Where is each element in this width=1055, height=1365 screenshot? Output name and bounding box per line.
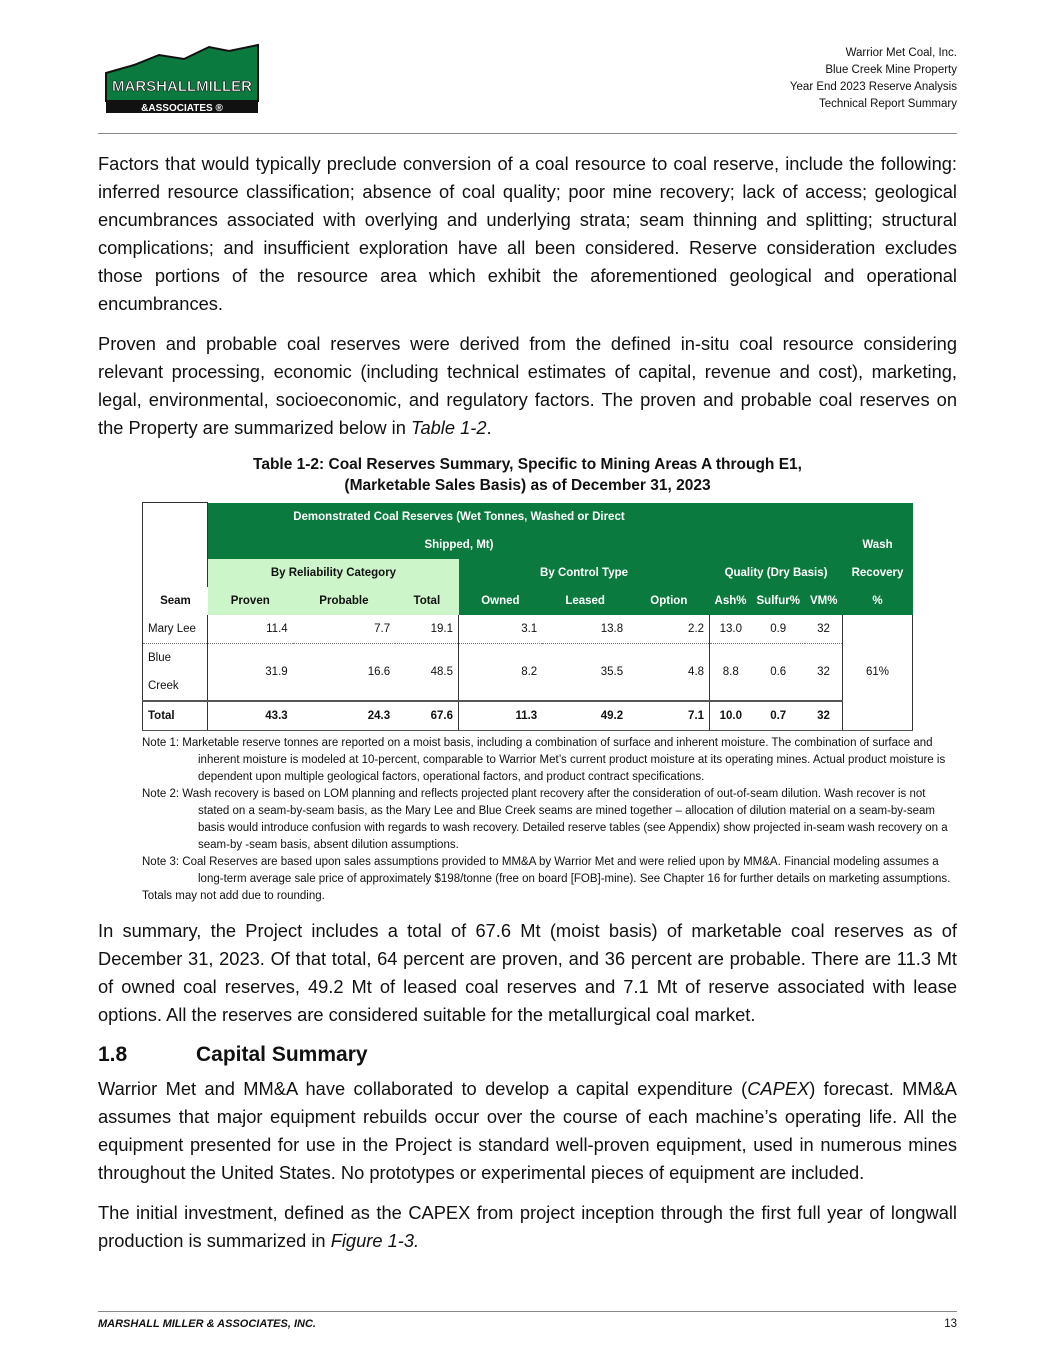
control-header: By Control Type — [459, 559, 710, 587]
group-header: Demonstrated Coal Reserves (Wet Tonnes, Washed or Direct Shipped, Mt) — [208, 503, 710, 559]
section-title: Capital Summary — [196, 1042, 368, 1066]
paragraph: In summary, the Project includes a total of 67.6 Mt (moist basis) of marketable coal reserves as of December 31, 2023. Of that total, 64 percent are proven, and 36 percent are probable. There are 11.3 Mt of owned coal reserves, 49.2 Mt of leased coal reserves and 7.1 Mt of reserve associated with lease options. All the reserves are considered suitable for the metallurgical coal market. — [98, 919, 957, 1025]
svg-text:&ASSOCIATES ®: &ASSOCIATES ® — [141, 103, 223, 114]
note: Note 2: Wash recovery is based on LOM planning and reflects projected plant recovery after the consideration of out-of-seam dilution. Wash recover is not stated on a seam-by-seam basis, as the Mary Lee and Blue Creek seams are mined together – allocation of dilution material on a seam-by-seam basis would introduce confusion with regards to wash recovery. Detailed reserve tables (see Appendix) show projected in-seam wash recovery on a seam-by -seam basis, absent dilution assumptions. — [142, 787, 948, 851]
svg-text:MARSHALLMILLER: MARSHALLMILLER — [112, 78, 252, 95]
wash-value: 61% — [843, 615, 913, 731]
header-line: Blue Creek Mine Property — [825, 64, 957, 76]
table-notes — [142, 735, 957, 905]
col-header: VM% — [805, 587, 843, 615]
figure-reference: Figure 1-3. — [330, 1229, 420, 1251]
seam-cell: Mary Lee — [143, 615, 208, 644]
col-header: Leased — [542, 587, 628, 615]
value-cell: 49.2 — [542, 701, 628, 731]
footer-divider — [98, 1311, 957, 1312]
value-cell: 10.0 — [710, 701, 752, 731]
value-cell: 2.2 — [628, 615, 709, 644]
col-header: Ash% — [710, 587, 752, 615]
value-cell: 13.8 — [542, 615, 628, 644]
table-reference: Table 1-2 — [410, 417, 487, 438]
header-line: Warrior Met Coal, Inc. — [845, 47, 957, 59]
note: Totals may not add due to rounding. — [142, 889, 325, 902]
value-cell: 4.8 — [628, 643, 709, 701]
value-cell: 67.6 — [395, 701, 458, 731]
reserves-table — [142, 502, 913, 731]
paragraph — [98, 1199, 957, 1255]
table-caption — [98, 454, 957, 496]
seam-cell: Total — [143, 701, 208, 731]
col-header: Seam — [143, 587, 208, 615]
wash-header: Wash Recovery % — [843, 503, 913, 615]
page-number: 13 — [944, 1318, 957, 1330]
quality-header: Quality (Dry Basis) — [710, 503, 843, 587]
col-header: Owned — [459, 587, 543, 615]
company-logo — [104, 43, 260, 115]
table-row — [143, 615, 913, 644]
paragraph — [98, 1075, 957, 1187]
value-cell: 48.5 — [395, 643, 458, 701]
value-cell: 24.3 — [293, 701, 395, 731]
table-row — [143, 701, 913, 731]
value-cell: 32 — [805, 701, 843, 731]
seam-cell: Blue Creek — [143, 643, 208, 701]
caption-line: (Marketable Sales Basis) as of December 31, 2023 — [344, 477, 711, 494]
note: Note 1: Marketable reserve tonnes are reported on a moist basis, including a combination of surface and inherent moisture. The combination of surface and inherent moisture is modeled at 10-percent, comparable to Warrior Met’s current product moisture at its operating mines. Actual product moisture is dependent upon multiple geological factors, operational factors, and product contract specifications. — [142, 736, 946, 783]
value-cell: 0.6 — [770, 665, 787, 678]
col-header: Sulfur% — [752, 587, 805, 615]
caption-line: Table 1-2: Coal Reserves Summary, Specific to Mining Areas A through E1, — [253, 456, 802, 473]
value-cell: 31.9 — [265, 665, 288, 678]
value-cell: 32 — [805, 643, 843, 701]
value-cell: 0.9 — [752, 615, 805, 644]
body — [98, 150, 957, 1267]
value-cell: 11.3 — [459, 701, 543, 731]
section-heading — [98, 1041, 957, 1069]
term: CAPEX — [747, 1077, 810, 1099]
paragraph: Factors that would typically preclude conversion of a coal resource to coal reserve, include the following: inferred resource classification; absence of coal quality; poor mine recovery; lack of access; geological encumbrances associated with overlying and underlying strata; seam thinning and splitting; structural complications; and insufficient exploration have all been considered. Reserve consideration excludes those portions of the resource area which exhibit the aforementioned geological and operational encumbrances. — [98, 153, 957, 314]
text: ) forecast. MM&A assumes that major equipment rebuilds occur over the course of each machine’s operating life. All the equipment presented for use in the Project is standard well-proven equipment, used in numerous mines throughout the United States. No prototypes or experimental pieces of equipment are included. — [98, 1077, 957, 1183]
text: The initial investment, defined as the CAPEX from project inception through the first full year of longwall production is summarized in — [98, 1201, 957, 1251]
header-info — [790, 45, 957, 113]
col-header: Probable — [293, 587, 395, 615]
header-divider — [98, 133, 957, 134]
value-cell: 11.4 — [208, 615, 293, 644]
reliability-header: By Reliability Category — [208, 559, 459, 587]
text: Proven and probable coal reserves were derived from the defined in-situ coal resource considering relevant processing, economic (including technical estimates of capital, revenue and cost), marketing, legal, environmental, socioeconomic, and regulatory factors. The proven and probable coal reserves on the Property are summarized below in — [98, 333, 957, 438]
note: Note 3: Coal Reserves are based upon sales assumptions provided to MM&A by Warrior Met and were relied upon by MM&A. Financial modeling assumes a long-term average sale price of approximately $198/tonne (free on board [FOB]-mine). See Chapter 16 for further details on marketing assumptions. — [142, 855, 951, 885]
value-cell: 13.0 — [710, 615, 752, 644]
footer-company: MARSHALL MILLER & ASSOCIATES, INC. — [98, 1318, 316, 1330]
value-cell: 35.5 — [600, 665, 624, 678]
text: Warrior Met and MM&A have collaborated to develop a capital expenditure ( — [98, 1077, 748, 1099]
header-line: Technical Report Summary — [818, 98, 957, 110]
paragraph — [98, 330, 957, 442]
value-cell: 8.8 — [722, 665, 739, 678]
blank-cell — [143, 503, 208, 587]
value-cell: 16.6 — [367, 665, 391, 678]
text: . — [486, 417, 492, 438]
value-cell: 0.7 — [752, 701, 805, 731]
table-row — [143, 643, 913, 701]
col-header: Option — [628, 587, 709, 615]
value-cell: 32 — [805, 615, 843, 644]
value-cell: 3.1 — [459, 615, 543, 644]
value-cell: 43.3 — [208, 701, 293, 731]
col-header: Proven — [208, 587, 293, 615]
section-number: 1.8 — [98, 1042, 128, 1066]
header-line: Year End 2023 Reserve Analysis — [789, 81, 957, 93]
value-cell: 7.7 — [293, 615, 395, 644]
value-cell: 8.2 — [521, 665, 538, 678]
value-cell: 7.1 — [628, 701, 709, 731]
col-header: Total — [395, 587, 458, 615]
value-cell: 19.1 — [395, 615, 458, 644]
